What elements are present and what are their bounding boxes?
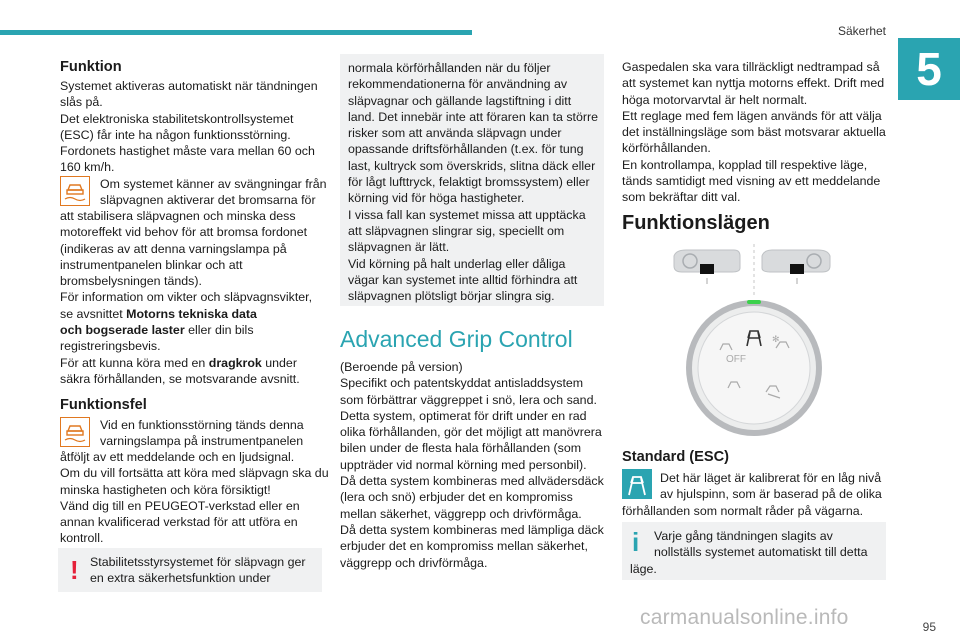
text-line: uppträder vid normal körning med personbil). [340, 457, 587, 472]
text-line: det inställningsläge som bäst motsvarar aktuella [622, 125, 886, 140]
text-line: minska hastigheten och köra försiktigt! [60, 482, 271, 497]
text-line: Vid en funktionsstörning tänds denna [100, 418, 304, 432]
text-line: registreringsbevis. [60, 339, 161, 354]
continued-warning-text [348, 60, 602, 304]
info-box [622, 522, 886, 580]
text-line: som bekräftar ditt val. [622, 190, 741, 205]
text-line: Det här läget är kalibrerat för en låg nivå [660, 471, 882, 485]
text-line: (lera och snö) erbjuder det en kompromiss [340, 490, 573, 505]
text-line: annan kvalificerad verkstad för att utföra en [60, 515, 298, 530]
text-line: en extra säkerhetsfunktion under [90, 571, 271, 586]
steering-wheel-left-icon [674, 250, 740, 284]
text-line: motoreffekt vid behov för att bromsa fordonet [60, 225, 308, 240]
text-line: Ett reglage med fem lägen används för att välja [622, 108, 882, 123]
text-line: körning vid för höga hastigheter. [348, 191, 525, 206]
text-line: släpvagnen är lätt. [348, 240, 450, 255]
text-line: åtföljt av ett meddelande och en ljudsignal. [60, 450, 295, 464]
text-span: se avsnittet [60, 306, 127, 321]
text-span: För att kunna köra med en [60, 355, 209, 370]
text-line: Då detta system kombineras med allvädersdäck [340, 474, 604, 489]
svg-text:✻: ✻ [772, 334, 780, 344]
watermark: carmanualsonline.info [640, 606, 849, 629]
text-line: Specifikt och patentskyddat antisladdsystem [340, 376, 584, 391]
text-line: rekommendationerna för användning av [348, 77, 568, 92]
text-line: normala körförhållanden när du följer [348, 61, 551, 75]
header-accent-bar [0, 30, 472, 35]
text-span: eller din bils [184, 323, 254, 338]
text-line: Stabilitetsstyrsystemet för släpvagn ger [90, 555, 306, 569]
text-line: Varje gång tändningen slagits av [654, 529, 833, 543]
text-line: att stabilisera släpvagnen och minska dess [60, 209, 296, 223]
heading-funktionsfel: Funktionsfel [60, 397, 147, 413]
text-line: varningslampa på instrumentpanelen [100, 434, 304, 449]
paragraph-icon-1 [100, 176, 330, 209]
text-line: att släpvagnen slingrar sig, speciellt om [348, 223, 565, 238]
text-line: av hjulspinn, som är baserad på de olika [660, 487, 882, 502]
text-line: höga motorvarvtal är helt normalt. [622, 92, 808, 107]
trailer-fault-warning-icon [60, 417, 90, 447]
text-line: (ESC) får inte ha någon funktionsstörning. [60, 127, 291, 142]
text-line: körförhållanden. [622, 141, 711, 156]
text-line: läge. [630, 561, 657, 576]
heading-advanced-grip-control: Advanced Grip Control [340, 326, 573, 352]
paragraph-standard: förhållanden som normalt råder på vägarna. [622, 504, 864, 518]
drive-mode-selector-illustration [668, 238, 840, 438]
text-line: risker som att använda släpvagn under [348, 126, 562, 141]
text-line: Fordonets hastighet måste vara mellan 60 och [60, 144, 315, 159]
text-line: Detta system, optimerat för drift under en rad [340, 408, 587, 423]
text-line [60, 355, 328, 371]
text-line: vägar kan systemet inte alltid förhindra att [348, 272, 578, 287]
text-line: släpvagnen aktiverar det bromsarna för [100, 193, 316, 208]
text-line: 160 km/h. [60, 160, 115, 175]
paragraph-stabilisera [60, 208, 328, 387]
text-line: Om du vill fortsätta att köra med släpvagn ska du [60, 466, 329, 481]
text-line: Det elektroniska stabilitetskontrollsystemet [60, 111, 294, 126]
warning-text [90, 554, 320, 587]
text-line [60, 306, 328, 322]
chapter-number-tab: 5 [898, 38, 960, 100]
text-line: I vissa fall kan systemet missa att upptäcka [348, 207, 586, 222]
heading-funktionslagen: Funktionslägen [622, 212, 770, 234]
text-line: last, kultryck som överskrids, slitna däck eller [348, 158, 596, 173]
text-line: land. Det innebär inte att föraren kan ta större [348, 109, 599, 124]
text-line: olika förhållanden, gör det möjligt att manövrera [340, 425, 602, 440]
text-line: säkra förhållanden, se motsvarande avsnitt. [60, 371, 300, 386]
text-line: instrumentpanelen blinkar och att [60, 257, 243, 272]
heading-funktion: Funktion [60, 59, 122, 75]
info-text [630, 528, 880, 577]
text-line: bromsbelysningen tänds). [60, 274, 202, 289]
info-icon: i [632, 527, 640, 557]
text-line: väggrepp och drivförmåga. [340, 555, 488, 570]
exclamation-icon: ! [70, 555, 79, 585]
text-line: bilen under de flesta hala förhållanden (som [340, 441, 582, 456]
heading-standard-esc: Standard (ESC) [622, 449, 730, 465]
dial-off-label: OFF [726, 354, 746, 365]
text-line: För information om vikter och släpvagnsvikter, [60, 290, 313, 305]
text-line: (indikeras av att denna varningslampa på [60, 241, 287, 256]
text-line: (Beroende på version) [340, 360, 463, 374]
paragraph-funktion [60, 78, 328, 176]
text-span: under [261, 355, 297, 370]
reference-dragkrok: dragkrok [208, 355, 262, 370]
section-title: Säkerhet [837, 24, 886, 38]
steering-wheel-right-icon [762, 250, 830, 284]
text-line: nollställs systemet automatiskt till detta [654, 545, 868, 560]
text-line: mellan säkerhet, väggrepp och drivförmåga. [340, 506, 582, 521]
text-line: Om systemet känner av svängningar från [100, 177, 327, 191]
text-line: för lågt lufttryck, felaktigt bromssystem) eller [348, 175, 590, 190]
continued-warning-box [340, 54, 604, 306]
text-line: erbjuder det en kompromiss mellan säkerhet, [340, 539, 588, 554]
reference-motor-data: Motorns tekniska data [126, 306, 257, 321]
paragraph-icon-2 [100, 417, 330, 450]
warning-box [58, 548, 322, 592]
paragraph-funktionsfel [60, 449, 330, 547]
reference-bogserade-laster: och bogserade laster [60, 323, 185, 338]
text-line: att systemet kan nyttja motorns effekt. Drift med [622, 76, 885, 91]
trailer-stability-warning-icon [60, 176, 90, 206]
text-line: släpvagnar och gällande lagstiftning i ditt [348, 93, 572, 108]
paragraph-standard-icon [660, 470, 900, 503]
text-line: Vänd dig till en PEUGEOT-verkstad eller en [60, 498, 300, 513]
text-line [60, 322, 328, 338]
text-line: tänds samtidigt med visning av ett meddelande [622, 174, 881, 189]
text-line: släpvagnen plötsligt börjar slingra sig. [348, 289, 555, 304]
text-line: som förbättrar väggreppet i snö, lera och sand. [340, 392, 597, 407]
text-line: Vid körning på halt underlag eller dåliga [348, 256, 566, 271]
paragraph-gaspedal [622, 59, 892, 206]
paragraph-agc [340, 359, 610, 571]
text-line: slås på. [60, 95, 103, 110]
text-line: Då detta system kombineras med lämpliga däck [340, 522, 604, 537]
page-number: 95 [922, 620, 936, 634]
standard-mode-icon [622, 469, 652, 499]
text-line: En kontrollampa, kopplad till respektive läge, [622, 157, 868, 172]
text-line: kontroll. [60, 531, 104, 546]
text-line: opassande driftsförhållanden (t.ex. för tung [348, 142, 584, 157]
mode-dial [686, 300, 822, 436]
text-line: Gaspedalen ska vara tillräckligt nedtrampad så [622, 60, 880, 74]
text-line: Systemet aktiveras automatiskt när tändningen [60, 79, 318, 93]
